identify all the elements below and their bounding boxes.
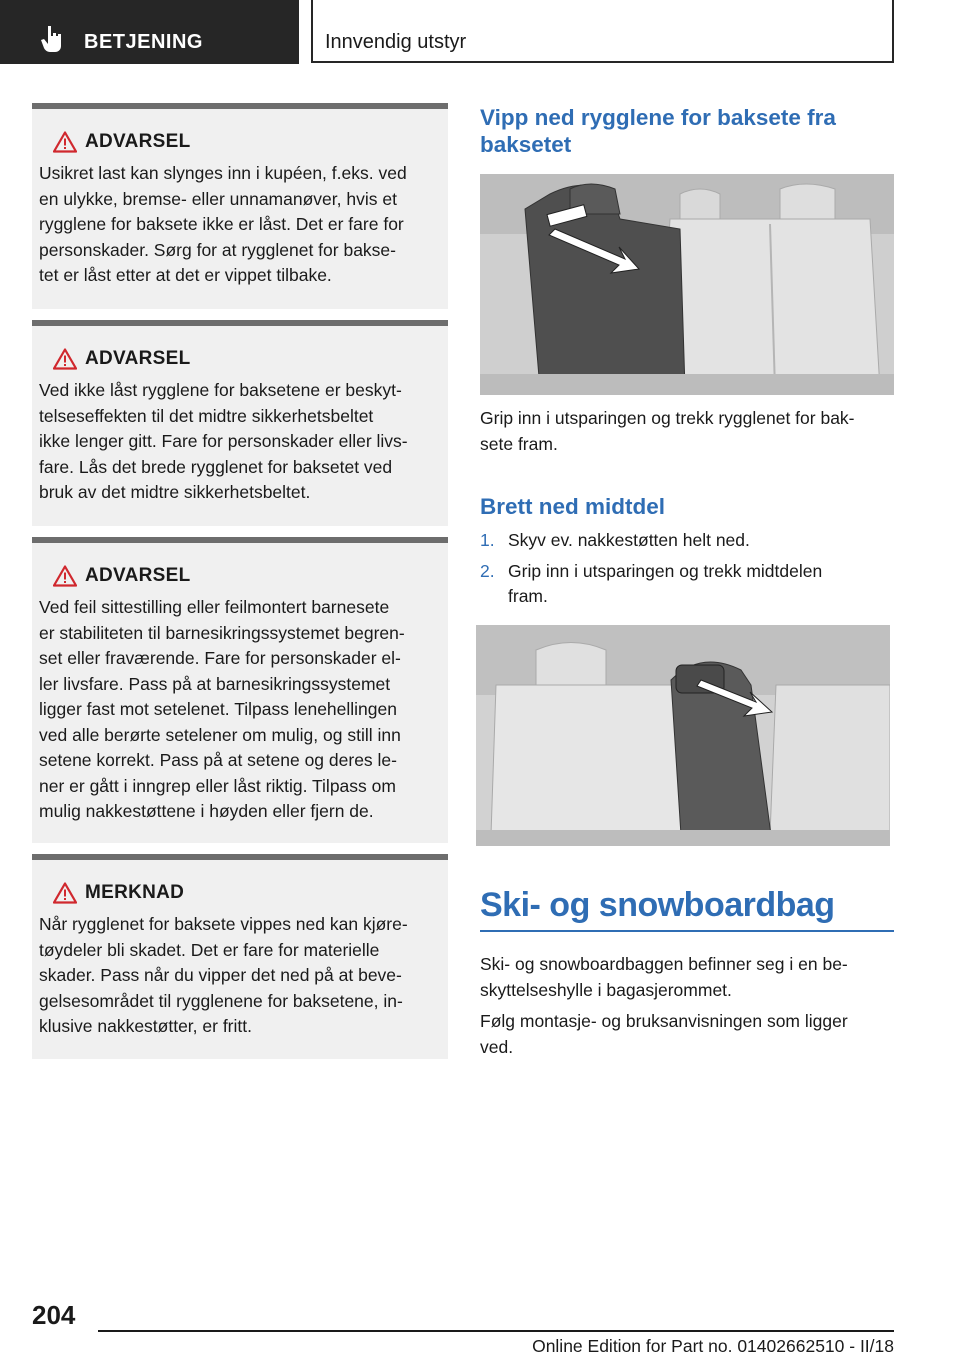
warning-text: Ved ikke låst rygglene for baksetene er beskyt- telseseffekten til det midtre sikkerhetsbeltet ikke lenger gitt. Fare for personskader eller livs- fare. Lås det brede rygglenet for baksetet ved bruk av det midtre sikkerhetsbeltet.: [39, 380, 408, 502]
warning-triangle-icon: [53, 348, 77, 370]
list-item: 2. Grip inn i utsparingen og trekk midtdelen fram.: [480, 560, 823, 606]
warning-title: ADVARSEL: [85, 131, 191, 152]
warning-text: Usikret last kan slynges inn i kupéen, f.eks. ved en ulykke, bremse- eller unnamanøver, hvis et rygglene for baksete ikke er låst. Det er fare for personskader. Sørg for at rygglenet for bakse- tet er låst etter at det er vippet tilbake.: [39, 163, 407, 285]
section-title-rule: [480, 930, 894, 932]
section-title: Ski- og snowboardbag: [480, 886, 835, 924]
note-text: Når rygglenet for baksete vippes ned kan kjøre- tøydeler bli skadet. Det er fare for materielle skader. Pass når du vipper det ned på at beve- gelsesområdet til rygglenene for baksetene, in- klusive nakkestøtter, er fritt.: [39, 914, 408, 1036]
page-header: [0, 0, 960, 66]
subheading-fold-backrest: Vipp ned rygglene for baksete fra baksetet: [480, 105, 836, 157]
warning-text: Ved feil sittestilling eller feilmontert barnesete er stabiliteten til barnesikringssystemet begren- set eller fraværende. Fare for personskader el- ler livsfare. Pass på at barnesikringssystemet ligger fast mot setelenet. Tilpass lenehellingen ved alle berørte setelener om mulig, og still inn setene korrekt. Pass på at setene og deres le- ner er gått i inngrep eller låst riktig. Tilpass om mulig nakkestøttene i høyden eller fjern de.: [39, 597, 405, 821]
warning-box: [32, 537, 448, 843]
ski-bag-paragraph-2: Følg montasje- og bruksanvisningen som ligger ved.: [480, 1011, 848, 1057]
warning-box: [32, 103, 448, 309]
hand-pointer-icon: [40, 24, 64, 52]
section-label: BETJENING: [84, 31, 203, 53]
warning-triangle-icon: [53, 565, 77, 587]
list-item: 1. Skyv ev. nakkestøtten helt ned.: [480, 530, 750, 550]
warning-title: ADVARSEL: [85, 348, 191, 369]
warning-box: [32, 320, 448, 526]
note-title: MERKNAD: [85, 882, 185, 903]
footer-edition: Online Edition for Part no. 01402662510 - II/18: [532, 1336, 894, 1356]
page-number: 204: [32, 1300, 76, 1330]
rear-seat-center-section-illustration: [476, 625, 890, 846]
caption-fold-backrest: Grip inn i utsparingen og trekk rygglenet for bak- sete fram.: [480, 408, 855, 454]
ski-bag-paragraph-1: Ski- og snowboardbaggen befinner seg i en be- skyttelseshylle i bagasjerommet.: [480, 954, 848, 1000]
rear-seat-backrest-illustration: [480, 174, 894, 395]
warning-triangle-icon: [53, 882, 77, 904]
page-title: Innvendig utstyr: [325, 31, 467, 53]
subheading-fold-center: Brett ned midtdel: [480, 494, 666, 519]
note-box: [32, 854, 448, 1059]
steps-list: [480, 528, 900, 610]
warning-title: ADVARSEL: [85, 565, 191, 586]
footer-rule: [98, 1330, 894, 1332]
warning-triangle-icon: [53, 131, 77, 153]
